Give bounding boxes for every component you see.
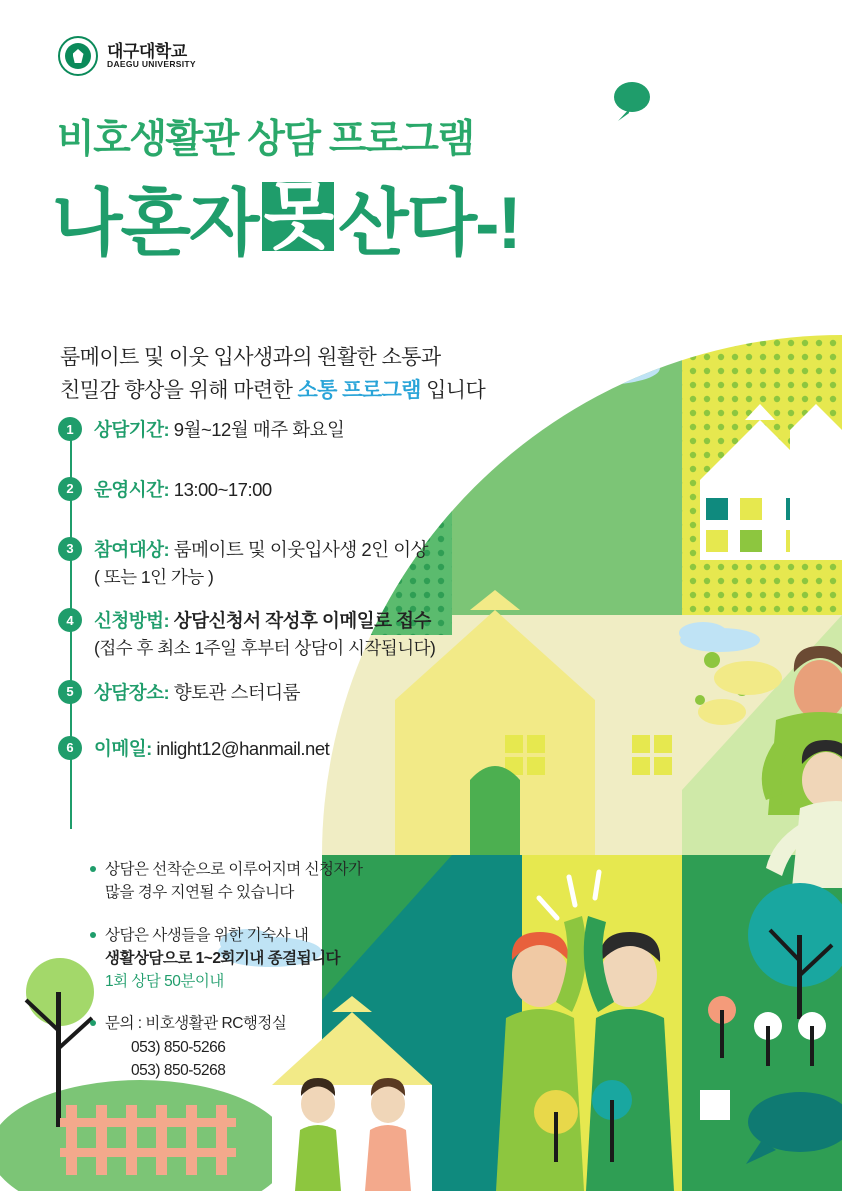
step-label: 참여대상: bbox=[94, 538, 170, 560]
step-label: 상담기간: bbox=[94, 419, 170, 440]
step-value: 향토관 스터디룸 bbox=[169, 681, 301, 703]
step-line-1 bbox=[94, 478, 272, 503]
notes-list bbox=[90, 858, 510, 1101]
note-text bbox=[105, 858, 362, 905]
poster-subtitle: 비호생활관 상담 프로그램 bbox=[57, 118, 474, 161]
step-value-email[interactable]: inlight12@hanmail.net bbox=[151, 737, 330, 759]
step-body bbox=[94, 736, 329, 762]
step-number: 6 bbox=[58, 736, 82, 760]
list-item bbox=[58, 680, 578, 706]
lead-paragraph bbox=[60, 341, 485, 407]
step-value: 9월~12월 매주 화요일 bbox=[169, 419, 345, 440]
step-body bbox=[94, 680, 300, 706]
daegu-university-emblem-icon bbox=[58, 36, 98, 76]
note-text bbox=[105, 1012, 286, 1082]
poster-title-highlight: 못 bbox=[263, 175, 333, 257]
step-value: 상담신청서 작성후 이메일로 접수 bbox=[169, 610, 431, 632]
step-body bbox=[94, 477, 272, 503]
step-number: 2 bbox=[58, 477, 82, 501]
step-line-2: (접수 후 최소 1주일 후부터 상담이 시작됩니다) bbox=[94, 638, 436, 659]
step-number: 1 bbox=[58, 417, 82, 441]
logo-text bbox=[107, 43, 196, 70]
note-text bbox=[105, 924, 340, 994]
info-step-list bbox=[58, 417, 578, 784]
step-line-1 bbox=[94, 418, 344, 443]
step-line-1 bbox=[94, 737, 329, 762]
contact-phone-2: 053) 850-5268 bbox=[131, 1061, 226, 1079]
list-item bbox=[58, 477, 578, 503]
university-logo bbox=[58, 36, 196, 76]
logo-english-name: DAEGU UNIVERSITY bbox=[107, 59, 196, 70]
note-line-1: 상담은 사생들을 위한 기숙사 내 bbox=[105, 926, 309, 944]
step-label: 운영시간: bbox=[94, 478, 170, 500]
step-line-2: ( 또는 1인 가능 ) bbox=[94, 566, 214, 587]
lead-line-2-after: 입니다 bbox=[420, 379, 486, 403]
speech-bubble-decoration-icon bbox=[614, 82, 650, 112]
lead-line-1: 룸메이트 및 이웃 입사생과의 원활한 소통과 bbox=[60, 346, 441, 369]
lead-line-2-accent: 소통 프로그램 bbox=[297, 379, 421, 403]
poster-title-part2: 산다-! bbox=[338, 183, 520, 264]
note-line-1: 문의 : 비호생활관 RC행정실 bbox=[105, 1015, 287, 1033]
step-label: 상담장소: bbox=[94, 681, 170, 703]
list-item bbox=[58, 417, 578, 443]
logo-korean-name: 대구대학교 bbox=[107, 41, 187, 61]
list-item bbox=[58, 537, 578, 590]
step-number: 4 bbox=[58, 608, 82, 632]
step-body bbox=[94, 417, 344, 443]
step-line-1 bbox=[94, 609, 435, 634]
step-value: 룸메이트 및 이웃입사생 2인 이상 bbox=[169, 538, 428, 560]
step-number: 3 bbox=[58, 537, 82, 561]
step-body bbox=[94, 537, 428, 590]
step-line-1 bbox=[94, 681, 300, 706]
step-label: 신청방법: bbox=[94, 610, 170, 632]
list-item bbox=[90, 858, 510, 905]
lead-line-2 bbox=[60, 374, 485, 407]
bullet-dot-icon bbox=[90, 932, 96, 938]
note-line-1: 상담은 선착순으로 이루어지며 신청자가 bbox=[105, 861, 363, 878]
poster-title-part1: 나혼자 bbox=[52, 183, 258, 264]
lead-line-2-before: 친밀감 향상을 위해 마련한 bbox=[60, 379, 298, 403]
contact-phone-1: 053) 850-5266 bbox=[131, 1038, 226, 1056]
list-item bbox=[58, 608, 578, 661]
list-item bbox=[58, 736, 578, 762]
step-value: 13:00~17:00 bbox=[169, 478, 272, 500]
step-number: 5 bbox=[58, 680, 82, 704]
bullet-dot-icon bbox=[90, 1020, 96, 1026]
note-line-3: 1회 상담 50분이내 bbox=[105, 973, 224, 990]
step-label: 이메일: bbox=[94, 737, 152, 759]
list-item bbox=[90, 924, 510, 994]
step-line-1 bbox=[94, 538, 428, 563]
note-line-2: 생활상담으로 1~2회기내 종결됩니다 bbox=[105, 949, 341, 967]
step-body bbox=[94, 608, 435, 661]
list-item bbox=[90, 1012, 510, 1082]
bullet-dot-icon bbox=[90, 866, 96, 872]
note-line-2: 많을 경우 지연될 수 있습니다 bbox=[105, 884, 294, 902]
poster-title bbox=[52, 164, 520, 269]
